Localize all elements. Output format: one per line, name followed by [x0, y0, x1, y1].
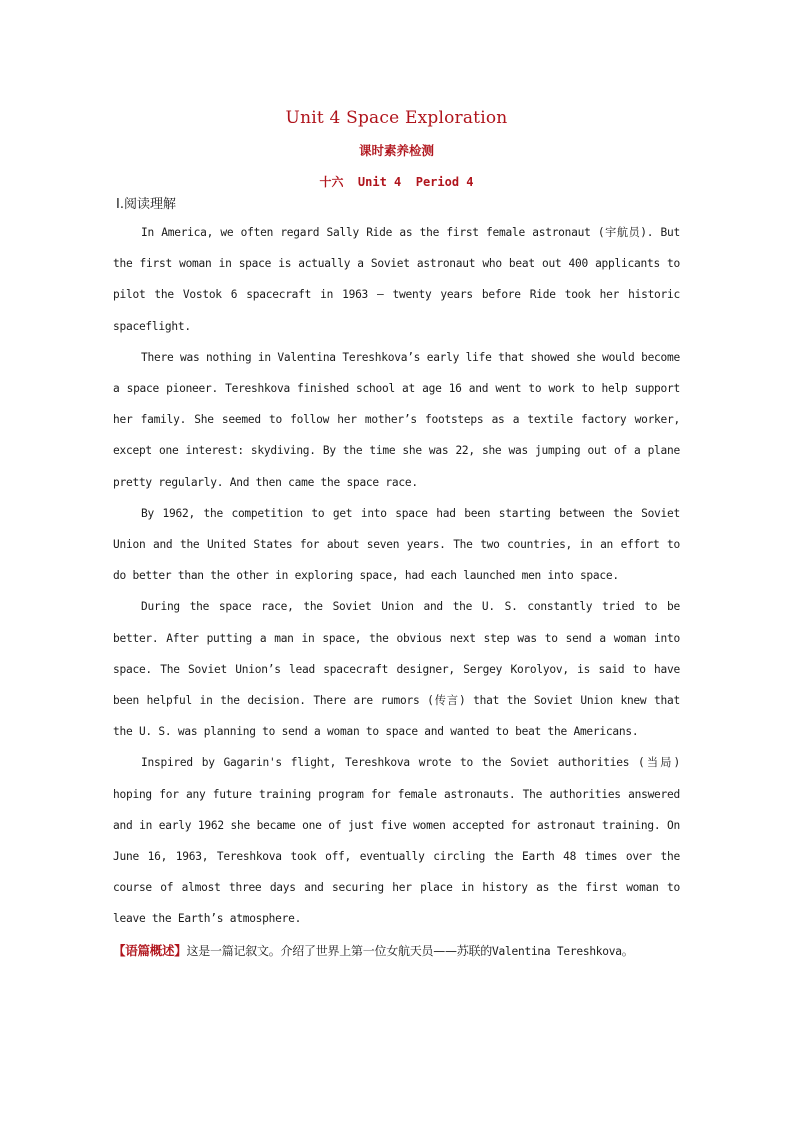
passage-paragraph-4: During the space race, the Soviet Union and the U. S. constantly tried to be better. After putting a man in space, the obvious next step was to send a woman into space. The Soviet Union’s lead spacecraft designer, Sergey Korolyov, is said to have been helpful in the decision. There are rumors (传言) that the Soviet Union knew that the U. S. was planning to send a woman to space and wanted to beat the Americans.	[113, 600, 680, 739]
section-heading: Ⅰ.阅读理解	[116, 197, 176, 212]
passage-paragraph-3: By 1962, the competition to get into space had been starting between the Soviet Union and the United States for about seven years. The two countries, in an effort to do better than the other in exploring space, had each launched men into space.	[113, 506, 680, 583]
summary-text-end: 。	[621, 943, 634, 958]
summary-text-cn: 这是一篇记叙文。介绍了世界上第一位女航天员——苏联的	[186, 943, 493, 958]
period-label: 十六 Unit 4 Period 4	[319, 175, 474, 189]
passage-paragraph-2: There was nothing in Valentina Tereshkova’s early life that showed she would become a space pioneer. Tereshkova finished school at age 16 and went to work to help support her family. She seemed to follow her mother’s footsteps as a textile factory worker, except one interest: skydiving. By the time she was 22, she was jumping out of a plane pretty regularly. And then came the space race.	[113, 350, 680, 489]
page-title: Unit 4 Space Exploration	[285, 108, 508, 128]
summary-text-name: Valentina Tereshkova	[492, 944, 622, 958]
reading-passage	[113, 217, 680, 935]
page-subtitle: 课时素养检测	[358, 143, 434, 158]
passage-summary	[113, 935, 680, 967]
summary-text	[187, 944, 634, 958]
document-page	[113, 100, 680, 967]
passage-paragraph-1: In America, we often regard Sally Ride as the first female astronaut (宇航员). But the first woman in space is actually a Soviet astronaut who beat out 400 applicants to pilot the Vostok 6 spacecraft in 1963 — twenty years before Ride took her historic spaceflight.	[113, 226, 680, 333]
summary-label: 【语篇概述】	[113, 942, 187, 958]
passage-paragraph-5: Inspired by Gagarin's flight, Tereshkova wrote to the Soviet authorities (当局) hoping for any future training program for female astronauts. The authorities answered and in early 1962 she became one of just five women accepted for astronaut training. On June 16, 1963, Tereshkova took off, eventually circling the Earth 48 times over the course of almost three days and securing her place in history as the first woman to leave the Earth’s atmosphere.	[113, 756, 680, 926]
